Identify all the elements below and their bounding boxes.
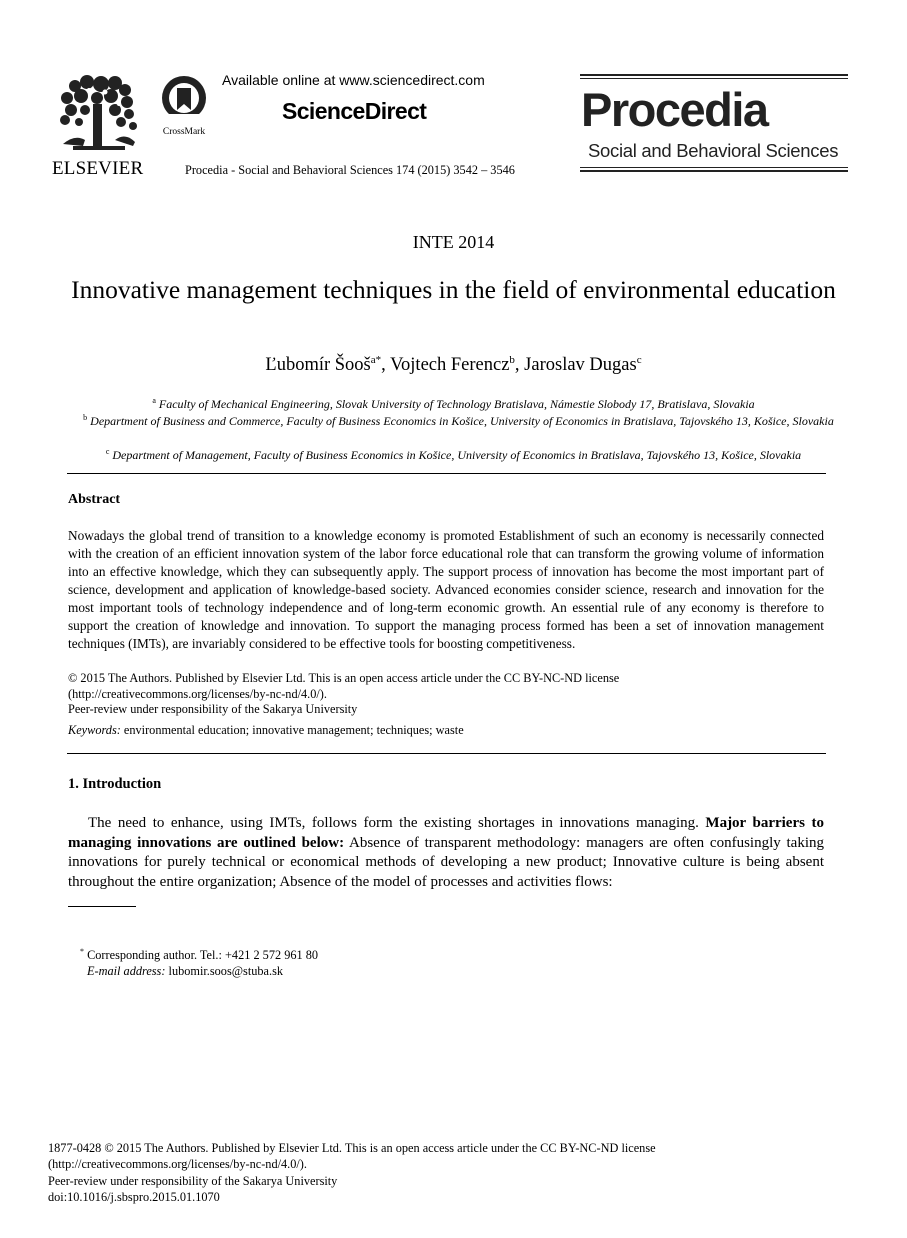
keywords-list: environmental education; innovative management; techniques; waste [123,723,464,737]
footnote-mark: * [80,947,84,956]
footnote-email [87,964,283,979]
elsevier-tree-icon [55,74,141,154]
available-online-text: Available online at www.sciencedirect.com [222,72,485,88]
divider [67,753,826,754]
author-name: Ľubomír Šooš [265,355,371,376]
section-heading-introduction: 1. Introduction [68,776,162,792]
author-name: Jaroslav Dugas [524,355,637,376]
author-separator: , [381,355,391,376]
intro-text-run: Absence of transparent methodology: managers are often confusingly taking innovations for purely technical or economical methods of developing a new product; Innovative culture is being absent throughout the entire organization; Absence of the model of processes and activities flows: [68,834,824,890]
affiliation-text: Department of Business and Commerce, Faculty of Business Economics in Košice, University of Economics in Bratislava, Tajovského 13, Košice, Slovakia [90,414,834,428]
procedia-wordmark: Procedia [581,83,768,136]
introduction-paragraph [68,814,824,892]
procedia-masthead [580,74,848,174]
copyright-notice [68,671,768,702]
masthead-rule-top [580,74,848,79]
elsevier-wordmark: ELSEVIER [52,158,144,179]
footer-issn-line: 1877-0428 © 2015 The Authors. Published by Elsevier Ltd. This is an open access article under the CC BY-NC-ND license [48,1141,656,1155]
paper-title: Innovative management techniques in the field of environmental education [71,275,836,304]
affiliation-b [70,409,847,430]
author-affiliation-mark: a* [370,354,382,366]
footnote-corresponding [80,947,318,963]
footer-license-link[interactable]: (http://creativecommons.org/licenses/by-nc-nd/4.0/). [48,1157,307,1172]
email-label: E-mail address: [87,964,166,978]
affiliation-c [60,443,847,464]
masthead-rule-bottom [580,167,848,172]
footer-doi[interactable]: doi:10.1016/j.sbspro.2015.01.1070 [48,1189,220,1204]
keywords-label: Keywords: [68,723,121,737]
affiliation-text: Department of Management, Faculty of Business Economics in Košice, University of Economics in Bratislava, Tajovského 13, Košice, Slovakia [112,448,802,462]
intro-text-run: The need to enhance, using IMTs, follows form the existing shortages in innovations managing. [88,815,706,831]
affiliation-text: Faculty of Mechanical Engineering, Slovak University of Technology Bratislava, Námestie Slobody 17, Bratislava, Slovakia [158,397,755,411]
affiliation-mark: a [152,396,156,405]
sciencedirect-logo[interactable]: ScienceDirect [282,98,427,124]
footnote-text: Corresponding author. Tel.: +421 2 572 961 80 [87,948,319,963]
footer-peer-review: Peer-review under responsibility of the Sakarya University [48,1173,338,1188]
crossmark-icon [160,74,208,122]
elsevier-logo [52,74,146,178]
conference-name: INTE 2014 [412,232,495,252]
procedia-subtitle: Social and Behavioral Sciences [588,140,839,161]
author-name: Vojtech Ferencz [390,355,510,376]
crossmark-badge[interactable] [156,74,212,137]
abstract-heading: Abstract [68,492,121,507]
abstract-body: Nowadays the global trend of transition to a knowledge economy is promoted Establishment of such an economy is necessarily connected with the creation of an efficient innovation system of the labor force educational role that can transform the growing volume of information into an effective knowledge, which they can subsequently apply. The support process of innovation has become the most important part of science, development and application of knowledge-based society. Advanced economies consider science, research and innovation for the most important tools of technology independence and of long-term economic growth. An essential rule of any economy is therefore to support the creation of knowledge and innovation. To support the managing process formed has been a set of innovation management techniques (IMTs), are invariably considered to be effective tools for boosting competitiveness. [68,528,824,651]
email-address[interactable]: lubomir.soos@stuba.sk [168,964,284,978]
peer-review-note: Peer-review under responsibility of the Sakarya University [68,702,358,716]
crossmark-label: CrossMark [162,127,206,137]
affiliation-mark: b [83,413,88,422]
page-footer [48,1140,848,1205]
affiliation-mark: c [105,447,110,456]
keywords [68,723,464,738]
footnote-rule [68,906,136,907]
author-list [0,354,907,376]
intro-bold-run: Major barriers to managing innovations are outlined below: [68,815,824,851]
divider [67,473,826,474]
author-affiliation-mark: b [509,354,515,366]
author-affiliation-mark: c [636,354,642,366]
copyright-line: © 2015 The Authors. Published by Elsevier Ltd. This is an open access article under the CC BY-NC-ND license [68,671,620,685]
license-link[interactable]: (http://creativecommons.org/licenses/by-nc-nd/4.0/). [68,686,327,701]
author-separator: , [514,355,525,376]
journal-citation: Procedia - Social and Behavioral Sciences 174 (2015) 3542 – 3546 [185,163,515,177]
